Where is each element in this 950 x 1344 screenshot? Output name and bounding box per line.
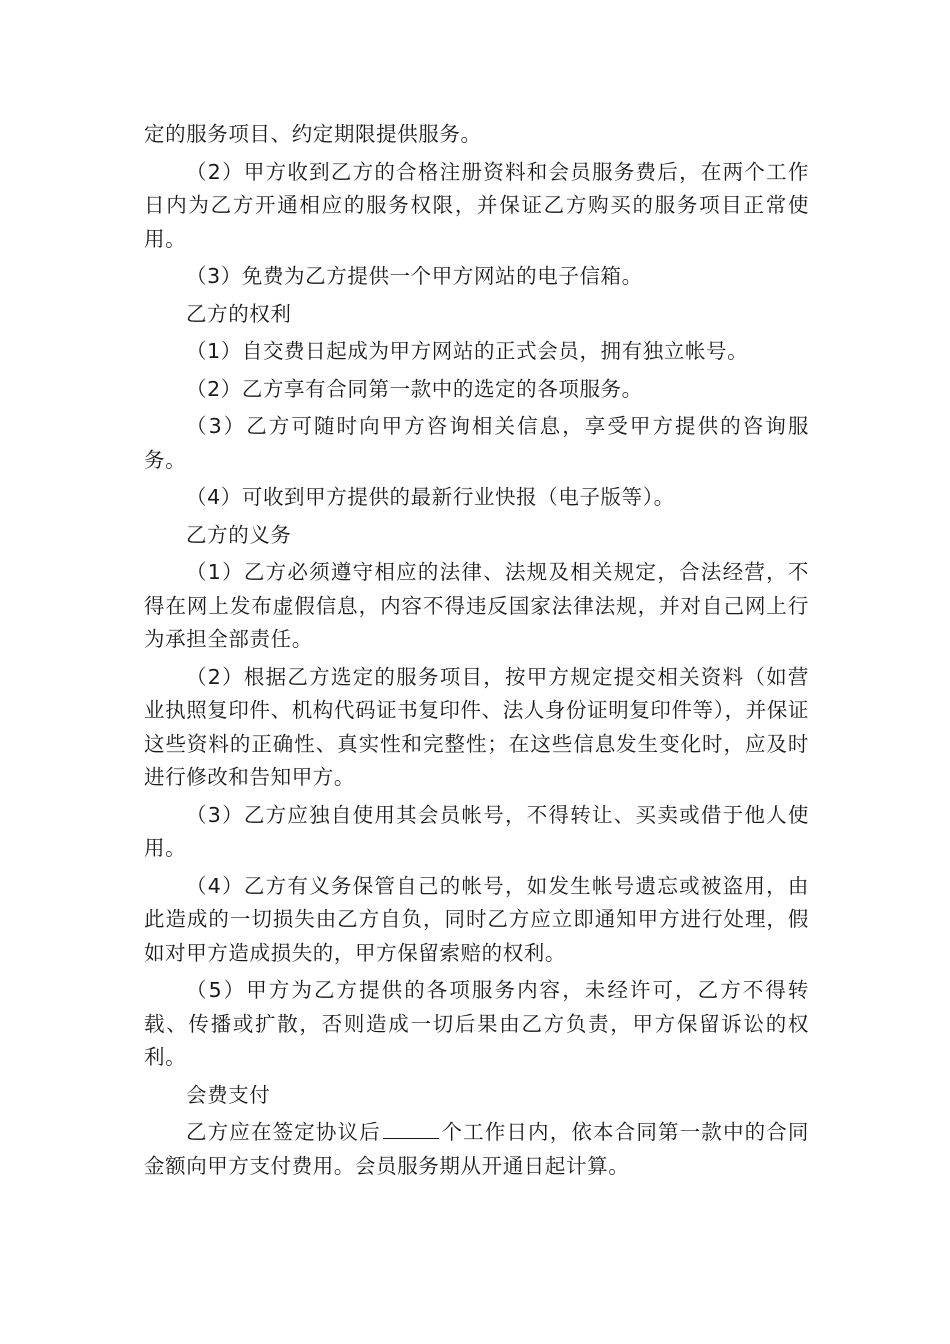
paragraph-rights-clause-2: （2）乙方享有合同第一款中的选定的各项服务。 [186, 376, 643, 401]
payment-text-before-blank: 乙方应在签定协议后 [186, 1120, 381, 1144]
paragraph-rights-clause-1: （1）自交费日起成为甲方网站的正式会员，拥有独立帐号。 [186, 339, 749, 363]
paragraph-obligations-clause-2: （2）根据乙方选定的服务项目，按甲方规定提交相关资料（如营业执照复印件、机构代码证书复印件、法人身份证明复印件等），并保证这些资料的正确性、真实性和完整性；在这些信息发生变化时，应及时进行修改和告知甲方。 [144, 664, 809, 789]
section-heading-party-b-rights: 乙方的权利 [186, 301, 292, 326]
paragraph-rights-clause-3: （3）乙方可随时向甲方咨询相关信息，享受甲方提供的咨询服务。 [144, 414, 809, 472]
paragraph-party-a-clause-3: （3）免费为乙方提供一个甲方网站的电子信箱。 [186, 264, 643, 288]
paragraph-service-continuation: 定的服务项目、约定期限提供服务。 [144, 122, 482, 146]
paragraph-rights-clause-4: （4）可收到甲方提供的最新行业快报（电子版等）。 [186, 485, 675, 509]
paragraph-obligations-clause-1: （1）乙方必须遵守相应的法律、法规及相关规定，合法经营，不得在网上发布虚假信息，内容不得违反国家法律法规，并对自己网上行为承担全部责任。 [144, 560, 809, 651]
blank-fill-line [383, 1118, 439, 1139]
paragraph-obligations-clause-5: （5）甲方为乙方提供的各项服务内容，未经许可，乙方不得转载、传播或扩散，否则造成一切后果由乙方负责，甲方保留诉讼的权利。 [144, 978, 809, 1069]
section-heading-party-b-obligations: 乙方的义务 [186, 522, 292, 547]
paragraph-obligations-clause-4: （4）乙方有义务保管自己的帐号，如发生帐号遗忘或被盗用，由此造成的一切损失由乙方自负，同时乙方应立即通知甲方进行处理，假如对甲方造成损失的，甲方保留索赔的权利。 [144, 873, 809, 965]
document-body [144, 118, 809, 1187]
paragraph-party-a-clause-2: （2）甲方收到乙方的合格注册资料和会员服务费后，在两个工作日内为乙方开通相应的服务权限，并保证乙方购买的服务项目正常使用。 [144, 159, 809, 251]
payment-text-after-blank: 个工作日内，依本合同第一款中的合同金额向甲方支付费用。会员服务期从开通日起计算。 [144, 1120, 809, 1178]
section-heading-fee-payment: 会费支付 [186, 1082, 271, 1107]
paragraph-payment-clause [144, 1116, 809, 1183]
paragraph-obligations-clause-3: （3）乙方应独自使用其会员帐号，不得转让、买卖或借于他人使用。 [144, 802, 809, 860]
